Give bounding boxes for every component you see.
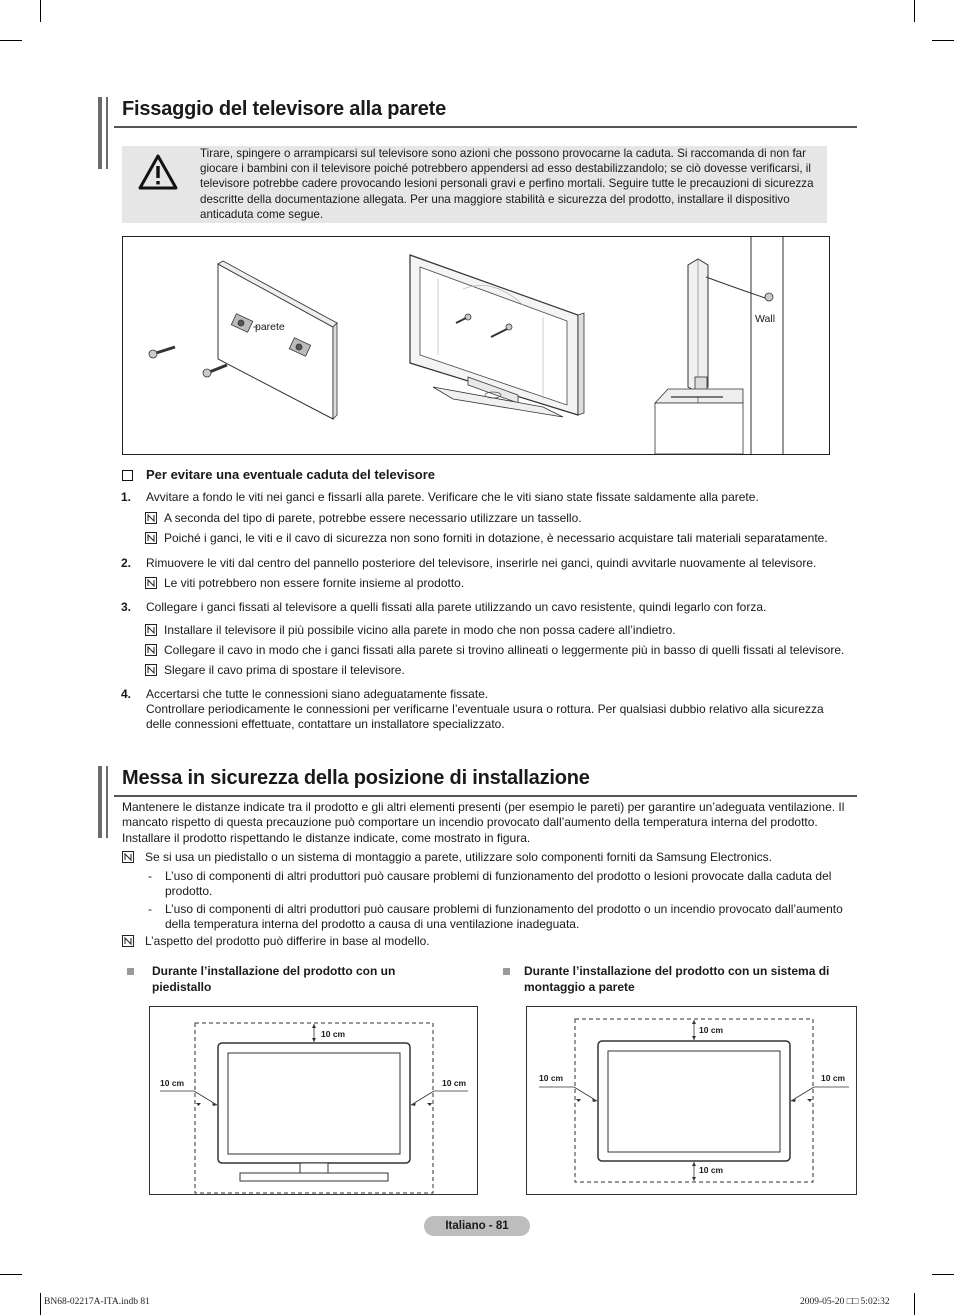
step-number: 3.: [121, 600, 132, 614]
note-text: Se si usa un piedistallo o un sistema di montaggio a parete, utilizzare solo componenti forniti da Samsung Electronics.: [145, 850, 773, 864]
section-bar: [106, 97, 108, 169]
step-text: Avvitare a fondo le viti nei ganci e fissarli alla parete. Verificare che le viti siano state fissate saldamente alla parete.: [146, 490, 759, 504]
crop-mark: [914, 0, 915, 22]
square-bullet-icon: [127, 968, 134, 975]
top-clearance-label: 10 cm: [699, 1025, 724, 1035]
note-text: L’aspetto del prodotto può differire in base al modello.: [145, 934, 430, 948]
stand-clearance-illustration: [150, 1007, 477, 1194]
dash-text: L’uso di componenti di altri produttori può causare problemi di funzionamento del prodotto o un incendio provocato dall’aumento della temperatura interna del prodotto a causa di una ventilazione inadeguata.: [165, 902, 843, 932]
wall-install-heading: Durante l’installazione del prodotto con un sistema di montaggio a parete: [524, 964, 830, 994]
step-text: Accertarsi che tutte le connessioni siano adeguatamente fissate.: [146, 687, 489, 701]
note-icon: [145, 664, 157, 676]
left-clearance-label: 10 cm: [160, 1078, 185, 1088]
step-note: Le viti potrebbero non essere fornite insieme al prodotto.: [164, 576, 465, 590]
page-number: Italiano - 81: [424, 1216, 530, 1236]
bottom-clearance-label: 10 cm: [699, 1165, 724, 1175]
note-icon: [145, 644, 157, 656]
step-note: Slegare il cavo prima di spostare il televisore.: [164, 663, 405, 677]
section-title: Fissaggio del televisore alla parete: [122, 98, 447, 120]
section-bar: [106, 766, 108, 838]
wall-mount-figure: [122, 236, 830, 455]
footer-file: BN68-02217A-ITA.indb 81: [44, 1297, 150, 1307]
section-bar: [98, 766, 102, 838]
crop-mark: [932, 1274, 954, 1275]
title-rule: [114, 795, 857, 797]
step-number: 2.: [121, 556, 132, 570]
note-icon: [145, 624, 157, 636]
dash-bullet: -: [148, 869, 152, 883]
warning-icon: [138, 154, 178, 190]
warning-box: [122, 146, 827, 223]
section-bar: [98, 97, 102, 169]
crop-mark: [932, 40, 954, 41]
dash-text: L’uso di componenti di altri produttori può causare problemi di funzionamento del prodotto o lesioni provocate dalla caduta del prodotto.: [165, 869, 832, 899]
step-note: Collegare il cavo in modo che i ganci fissati alla parete si trovino allineati o leggermente più in basso di quelli fissati al televisore.: [164, 643, 845, 657]
wall-clearance-diagram: [526, 1006, 857, 1195]
note-icon: [122, 851, 134, 863]
step-number: 1.: [121, 490, 132, 504]
wall-clearance-illustration: [527, 1007, 856, 1194]
right-clearance-label: 10 cm: [821, 1073, 846, 1083]
step-note: Installare il televisore il più possibile vicino alla parete in modo che non possa cadere all’indietro.: [164, 623, 676, 637]
tv-installation-illustration: [123, 237, 829, 454]
title-rule: [114, 126, 857, 128]
checkbox-bullet-icon: [122, 470, 133, 481]
crop-mark: [40, 0, 41, 22]
crop-mark: [40, 1293, 41, 1315]
right-clearance-label: 10 cm: [442, 1078, 467, 1088]
stand-clearance-diagram: [149, 1006, 478, 1195]
step-text: Rimuovere le viti dal centro del pannello posteriore del televisore, inserirle nei ganci, quindi avvitarle nuovamente al televisore.: [146, 556, 817, 570]
warning-text: Tirare, spingere o arrampicarsi sul televisore sono azioni che possono provocarne la caduta. Si raccomanda di non far giocare i bambini con il televisore poiché potrebbero appendersi ad esso destabilizzandolo; se ciò dovesse verificarsi, il televisore potrebbe cadere provocando lesioni personali gravi e perfino mortali. Seguire tutte le precauzioni di sicurezza descritte della documentazione allegata. Per una maggiore stabilità e sicurezza del prodotto, installare il dispositivo anticaduta come segue.: [200, 147, 814, 221]
stand-install-heading: Durante l’installazione del prodotto con un piedistallo: [152, 964, 396, 994]
footer-date: 2009-05-20 □□ 5:02:32: [800, 1297, 890, 1307]
crop-mark: [0, 1274, 22, 1275]
step-number: 4.: [121, 687, 132, 701]
note-icon: [145, 512, 157, 524]
intro-text: Mantenere le distanze indicate tra il prodotto e gli altri elementi presenti (per esempio le pareti) per garantire un’adeguata ventilazione. Il mancato rispetto di questa precauzione può comportare un incendio provocato dall’aumento della temperatura interna del prodotto. Installare il prodotto rispettando le distanze indicate, come mostrato in figura.: [122, 800, 845, 845]
left-clearance-label: 10 cm: [539, 1073, 564, 1083]
subheading: Per evitare una eventuale caduta del televisore: [146, 467, 436, 482]
wall-label-en: Wall: [755, 313, 776, 325]
section-title: Messa in sicurezza della posizione di installazione: [122, 767, 590, 789]
dash-bullet: -: [148, 902, 152, 916]
crop-mark: [0, 40, 22, 41]
square-bullet-icon: [503, 968, 510, 975]
crop-mark: [914, 1293, 915, 1315]
note-icon: [145, 577, 157, 589]
note-icon: [122, 935, 134, 947]
note-icon: [145, 532, 157, 544]
step-note: A seconda del tipo di parete, potrebbe essere necessario utilizzare un tassello.: [164, 511, 582, 525]
top-clearance-label: 10 cm: [321, 1029, 346, 1039]
step-text: Collegare i ganci fissati al televisore a quelli fissati alla parete utilizzando un cavo resistente, quindi legarlo con forza.: [146, 600, 767, 614]
wall-label: parete: [255, 321, 285, 333]
step-note: Poiché i ganci, le viti e il cavo di sicurezza non sono forniti in dotazione, è necessario acquistare tali materiali separatamente.: [164, 531, 828, 545]
step-text: Controllare periodicamente le connessioni per verificarne l’eventuale usura o rottura. Per qualsiasi dubbio relativo alla sicurezza delle connessioni effettuate, contattare un installatore specializzato.: [146, 702, 824, 732]
